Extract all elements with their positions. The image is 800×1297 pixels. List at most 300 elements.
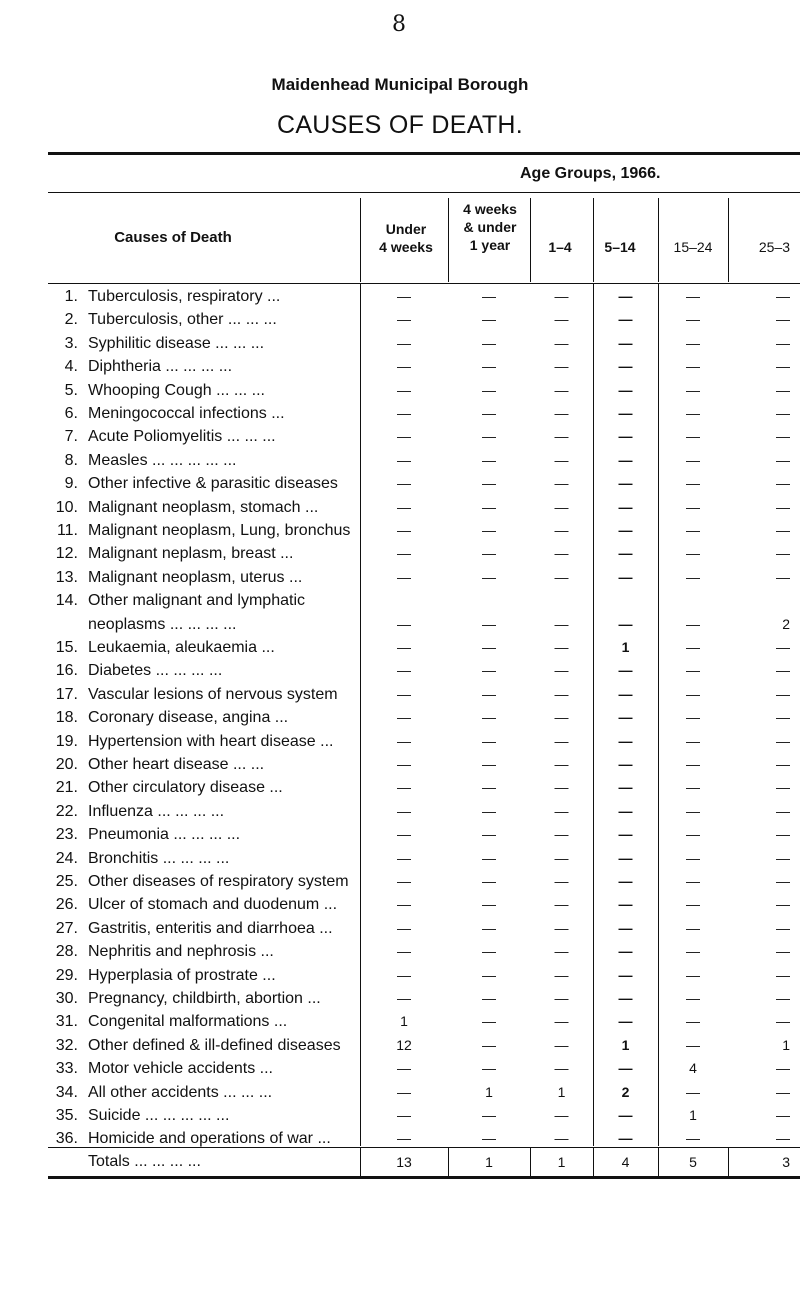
count-cell: — — [686, 826, 700, 843]
count-cell: — — [482, 732, 496, 749]
count-cell: 1 — [400, 1013, 408, 1030]
count-cell: — — [397, 498, 411, 515]
cause-label: Suicide ... ... ... ... ... — [88, 1107, 230, 1124]
count-cell: 2 — [782, 615, 790, 632]
count-cell: — — [686, 522, 700, 538]
count-cell: 1 — [689, 1107, 697, 1123]
table-row — [0, 753, 800, 776]
count-cell: — — [776, 849, 790, 866]
cause-label: Influenza ... ... ... ... — [88, 802, 225, 820]
count-cell: — — [686, 381, 700, 398]
count-cell: — — [482, 522, 496, 538]
count-cell: — — [397, 662, 411, 679]
count-cell: — — [618, 919, 633, 936]
row-number: 25. — [55, 873, 78, 890]
cause-label: Bronchitis ... ... ... ... — [88, 849, 230, 867]
header-bottom-rule — [48, 283, 800, 284]
total-cell: 4 — [621, 1154, 630, 1170]
table-row — [0, 1081, 800, 1104]
count-cell: — — [618, 334, 633, 351]
cause-label: Whooping Cough ... ... ... — [88, 381, 265, 399]
count-cell: — — [397, 1130, 411, 1147]
count-cell: — — [618, 358, 633, 375]
row-number: 3. — [64, 334, 78, 352]
cause-label: Malignant neplasm, breast ... — [88, 545, 294, 563]
row-number: 16. — [55, 662, 78, 680]
count-cell: — — [776, 639, 790, 655]
count-cell: — — [686, 732, 700, 749]
header-divider — [658, 198, 659, 282]
cause-label: Malignant neoplasm, Lung, bronchus — [88, 522, 351, 539]
count-cell: — — [618, 522, 633, 538]
table-row — [0, 683, 800, 706]
count-cell: — — [554, 475, 569, 492]
count-cell: — — [397, 475, 411, 492]
age-groups-heading: Age Groups, 1966. — [520, 165, 661, 182]
count-cell: — — [776, 334, 790, 351]
cause-label: Vascular lesions of nervous system — [88, 685, 338, 703]
totals-label: Totals ... ... ... ... — [88, 1153, 201, 1170]
count-cell: — — [554, 568, 569, 585]
count-cell: — — [776, 545, 790, 562]
totals-rule — [48, 1147, 800, 1148]
count-cell: — — [776, 288, 790, 304]
table-row — [0, 964, 800, 987]
cause-label: Leukaemia, aleukaemia ... — [88, 639, 275, 656]
row-number: 30. — [55, 990, 78, 1007]
cause-label: Tuberculosis, respiratory ... — [88, 288, 281, 305]
row-number: 6. — [64, 405, 78, 422]
count-cell: — — [397, 639, 411, 655]
count-cell: — — [482, 545, 496, 562]
count-cell: — — [397, 990, 411, 1006]
count-cell: — — [482, 498, 496, 515]
count-cell: — — [776, 358, 790, 375]
count-cell: — — [397, 826, 411, 843]
row-number: 10. — [55, 498, 78, 516]
header-divider — [728, 198, 729, 282]
count-cell: — — [482, 381, 496, 398]
row-number: 35. — [55, 1107, 78, 1124]
count-cell: — — [618, 802, 633, 819]
count-cell: — — [776, 919, 790, 936]
count-cell: — — [554, 451, 569, 468]
count-cell: — — [482, 428, 496, 445]
table-row — [0, 917, 800, 940]
count-cell: — — [618, 943, 633, 960]
count-cell: — — [482, 311, 496, 328]
page-number: 8 — [392, 12, 406, 37]
header-divider — [360, 198, 361, 282]
count-cell: — — [618, 545, 633, 562]
count-cell: — — [776, 568, 790, 585]
table-row — [0, 1104, 800, 1127]
table-row — [0, 823, 800, 846]
count-cell: — — [554, 358, 569, 375]
row-number: 28. — [55, 943, 78, 961]
count-cell: — — [554, 405, 569, 421]
cause-label: Hypertension with heart disease ... — [88, 732, 334, 750]
row-number: 4. — [64, 358, 78, 376]
count-cell: — — [482, 919, 496, 936]
row-number: 12. — [55, 545, 78, 563]
count-cell: — — [554, 732, 569, 749]
row-number: 26. — [55, 896, 78, 914]
authority-heading: Maidenhead Municipal Borough — [271, 75, 529, 94]
count-cell: — — [686, 685, 700, 702]
count-cell: — — [397, 685, 411, 702]
count-cell: — — [397, 896, 411, 913]
table-row — [0, 379, 800, 402]
cause-label: Syphilitic disease ... ... ... — [88, 334, 265, 352]
count-cell: — — [554, 943, 569, 960]
count-cell: — — [776, 826, 790, 843]
count-cell: — — [776, 943, 790, 960]
count-cell: — — [397, 732, 411, 749]
table-row — [0, 847, 800, 870]
table-row — [0, 893, 800, 916]
cause-label: Other defined & ill-defined diseases — [88, 1036, 341, 1054]
table-row — [0, 776, 800, 799]
total-cell: 3 — [782, 1154, 790, 1170]
count-cell: — — [618, 849, 633, 866]
cause-label: Pneumonia ... ... ... ... — [88, 826, 241, 844]
count-cell: — — [482, 873, 496, 889]
table-row — [0, 496, 800, 519]
count-cell: — — [554, 873, 569, 889]
cause-label: neoplasms ... ... ... ... — [88, 615, 237, 633]
count-cell: — — [397, 802, 411, 819]
cause-label: All other accidents ... ... ... — [88, 1083, 273, 1101]
cause-label: Motor vehicle accidents ... — [88, 1060, 273, 1078]
count-cell: — — [686, 405, 700, 421]
count-cell: — — [397, 545, 411, 562]
count-cell: — — [397, 943, 411, 960]
count-cell: — — [686, 849, 700, 866]
count-cell: — — [776, 779, 790, 796]
count-cell: — — [618, 1130, 633, 1147]
row-number: 21. — [55, 779, 78, 797]
table-row — [0, 332, 800, 355]
count-cell: — — [554, 709, 569, 726]
count-cell: 1 — [782, 1036, 790, 1053]
count-cell: — — [554, 685, 569, 702]
table-row — [0, 800, 800, 823]
count-cell: — — [482, 615, 496, 632]
count-cell: — — [618, 498, 633, 515]
count-cell: — — [776, 311, 790, 328]
count-cell: — — [554, 311, 569, 328]
count-cell: — — [686, 615, 700, 632]
count-cell: — — [776, 428, 790, 445]
count-cell: — — [554, 498, 569, 515]
count-cell: — — [618, 311, 633, 328]
count-cell: — — [397, 568, 411, 585]
count-cell: — — [482, 943, 496, 960]
header-rule — [48, 192, 800, 193]
count-cell: — — [397, 919, 411, 936]
table-row — [0, 730, 800, 753]
count-cell: — — [397, 381, 411, 398]
table-row — [0, 542, 800, 565]
table-row — [0, 308, 800, 331]
count-cell: — — [397, 1083, 411, 1100]
row-number: 19. — [55, 732, 78, 750]
table-row — [0, 870, 800, 893]
count-cell: — — [686, 568, 700, 585]
total-cell: 1 — [557, 1154, 566, 1170]
count-cell: — — [686, 873, 700, 889]
count-cell: — — [397, 334, 411, 351]
count-cell: — — [686, 896, 700, 913]
count-cell: — — [554, 522, 569, 538]
count-cell: — — [482, 826, 496, 843]
count-cell: — — [554, 966, 569, 983]
count-cell: — — [686, 943, 700, 960]
count-cell: — — [618, 685, 633, 702]
count-cell: — — [554, 990, 569, 1006]
count-cell: — — [618, 428, 633, 445]
count-cell: — — [482, 1130, 496, 1147]
table-row — [0, 613, 800, 636]
table-row — [0, 1034, 800, 1057]
count-cell: — — [482, 1107, 496, 1123]
count-cell: — — [397, 1060, 411, 1077]
count-cell: — — [686, 1083, 700, 1100]
count-cell: — — [776, 990, 790, 1006]
count-cell: — — [554, 334, 569, 351]
page-title: CAUSES OF DEATH. — [276, 111, 524, 139]
count-cell: — — [482, 685, 496, 702]
count-cell: — — [554, 288, 569, 304]
count-cell: — — [482, 849, 496, 866]
count-cell: — — [776, 405, 790, 421]
total-cell: 1 — [485, 1154, 493, 1170]
count-cell: 1 — [621, 1036, 630, 1053]
count-cell: 1 — [485, 1083, 493, 1100]
total-cell: 5 — [689, 1154, 697, 1170]
table-row — [0, 1057, 800, 1080]
count-cell: — — [618, 709, 633, 726]
count-cell: — — [776, 451, 790, 468]
table-row — [0, 472, 800, 495]
count-cell: — — [686, 288, 700, 304]
count-cell: — — [397, 849, 411, 866]
header-divider — [530, 198, 531, 282]
cause-label: Malignant neoplasm, stomach ... — [88, 498, 319, 516]
count-cell: — — [686, 1013, 700, 1030]
count-cell: — — [776, 498, 790, 515]
row-number: 24. — [55, 849, 78, 867]
count-cell: — — [397, 756, 411, 772]
cause-label: Other malignant and lymphatic — [88, 592, 305, 610]
count-cell: — — [686, 779, 700, 796]
cause-column-header: Causes of Death — [114, 229, 232, 246]
count-cell: — — [554, 615, 569, 632]
table-row — [0, 987, 800, 1010]
count-cell: — — [554, 826, 569, 843]
cause-label: Meningococcal infections ... — [88, 405, 285, 422]
count-cell: — — [686, 475, 700, 492]
age-5-14-header: 5–14 — [604, 239, 636, 255]
row-number: 8. — [64, 451, 78, 469]
count-cell: — — [686, 1130, 700, 1147]
count-cell: — — [618, 568, 633, 585]
count-cell: — — [686, 802, 700, 819]
count-cell: — — [397, 1107, 411, 1123]
count-cell: — — [482, 966, 496, 983]
count-cell: — — [482, 1060, 496, 1077]
cause-label: Other infective & parasitic diseases — [88, 475, 338, 493]
count-cell: — — [397, 311, 411, 328]
row-number: 33. — [55, 1060, 78, 1078]
count-cell: — — [686, 428, 700, 445]
count-cell: — — [554, 896, 569, 913]
row-number: 7. — [64, 428, 78, 446]
count-cell: — — [482, 568, 496, 585]
row-number: 34. — [55, 1083, 78, 1101]
count-cell: — — [482, 896, 496, 913]
count-cell: — — [482, 358, 496, 375]
count-cell: — — [618, 288, 633, 304]
row-number: 29. — [55, 966, 78, 984]
table-row — [0, 589, 800, 612]
count-cell: — — [686, 498, 700, 515]
count-cell: — — [686, 545, 700, 562]
count-cell: — — [776, 685, 790, 702]
table-row — [0, 519, 800, 542]
row-number: 13. — [55, 568, 78, 586]
row-number: 36. — [55, 1130, 78, 1148]
cause-label: Nephritis and nephrosis ... — [88, 943, 274, 961]
count-cell: — — [618, 779, 633, 796]
count-cell: 2 — [621, 1083, 630, 1100]
cause-label: Other diseases of respiratory system — [88, 873, 349, 890]
count-cell: — — [482, 1013, 496, 1030]
4-weeks-to-1-year-header: 4 weeks & under 1 year — [463, 201, 517, 253]
count-cell: — — [482, 639, 496, 655]
count-cell: — — [686, 709, 700, 726]
count-cell: — — [554, 1107, 569, 1123]
cause-label: Tuberculosis, other ... ... ... — [88, 311, 277, 329]
count-cell: — — [397, 615, 411, 632]
table-row — [0, 566, 800, 589]
count-cell: — — [482, 990, 496, 1006]
count-cell: — — [686, 358, 700, 375]
count-cell: — — [482, 709, 496, 726]
table-row — [0, 449, 800, 472]
cause-label: Ulcer of stomach and duodenum ... — [88, 896, 338, 914]
count-cell: — — [686, 311, 700, 328]
count-cell: — — [618, 381, 633, 398]
count-cell: — — [618, 662, 633, 679]
row-number: 20. — [55, 756, 78, 773]
header-divider — [593, 198, 594, 282]
count-cell: 12 — [396, 1036, 412, 1053]
count-cell: — — [397, 873, 411, 889]
count-cell: — — [776, 1107, 790, 1123]
count-cell: — — [686, 990, 700, 1006]
cause-label: Other heart disease ... ... — [88, 756, 265, 773]
row-number: 17. — [55, 685, 78, 703]
count-cell: — — [776, 966, 790, 983]
count-cell: — — [482, 1036, 496, 1053]
count-cell: — — [618, 756, 633, 772]
count-cell: — — [776, 732, 790, 749]
age-25-34-header: 25–3 — [758, 239, 790, 255]
count-cell: — — [397, 428, 411, 445]
count-cell: — — [618, 405, 633, 421]
cause-label: Hyperplasia of prostrate ... — [88, 966, 276, 984]
count-cell: — — [482, 756, 496, 772]
count-cell: — — [618, 1107, 633, 1123]
count-cell: — — [686, 451, 700, 468]
count-cell: — — [397, 966, 411, 983]
count-cell: — — [554, 545, 569, 562]
count-cell: — — [776, 802, 790, 819]
count-cell: — — [397, 709, 411, 726]
table-row — [0, 285, 800, 308]
count-cell: — — [397, 522, 411, 538]
count-cell: — — [776, 873, 790, 889]
count-cell: — — [554, 1130, 569, 1147]
count-cell: — — [618, 826, 633, 843]
count-cell: — — [554, 381, 569, 398]
count-cell: — — [776, 1060, 790, 1077]
bottom-rule — [48, 1176, 800, 1179]
row-number: 1. — [64, 288, 78, 305]
cause-label: Coronary disease, angina ... — [88, 709, 289, 727]
count-cell: 1 — [621, 639, 630, 655]
under-4-weeks-header: Under 4 weeks — [379, 221, 433, 255]
count-cell: — — [397, 288, 411, 304]
count-cell: — — [776, 522, 790, 538]
count-cell: — — [482, 802, 496, 819]
count-cell: 1 — [557, 1083, 566, 1100]
count-cell: — — [776, 1083, 790, 1100]
cause-label: Gastritis, enteritis and diarrhoea ... — [88, 919, 333, 937]
count-cell: — — [776, 1130, 790, 1147]
count-cell: — — [554, 1060, 569, 1077]
count-cell: — — [482, 662, 496, 679]
row-number: 27. — [55, 919, 78, 937]
table-row — [0, 355, 800, 378]
count-cell: — — [554, 849, 569, 866]
count-cell: — — [397, 358, 411, 375]
count-cell: — — [618, 966, 633, 983]
count-cell: — — [776, 756, 790, 772]
count-cell: — — [554, 802, 569, 819]
count-cell: — — [776, 709, 790, 726]
row-number: 14. — [55, 592, 78, 610]
count-cell: — — [397, 405, 411, 421]
cause-label: Measles ... ... ... ... ... — [88, 451, 237, 469]
table-row — [0, 636, 800, 659]
cause-label: Congenital malformations ... — [88, 1013, 288, 1031]
row-number: 2. — [64, 311, 78, 329]
age-15-24-header: 15–24 — [673, 239, 713, 255]
row-number: 11. — [56, 522, 78, 539]
table-row — [0, 425, 800, 448]
cause-label: Diabetes ... ... ... ... — [88, 662, 223, 680]
count-cell: — — [686, 1036, 700, 1053]
row-number: 9. — [64, 475, 78, 493]
count-cell: — — [776, 381, 790, 398]
count-cell: — — [618, 873, 633, 889]
cause-label: Diphtheria ... ... ... ... — [88, 358, 233, 376]
count-cell: — — [397, 779, 411, 796]
top-rule — [48, 152, 800, 155]
